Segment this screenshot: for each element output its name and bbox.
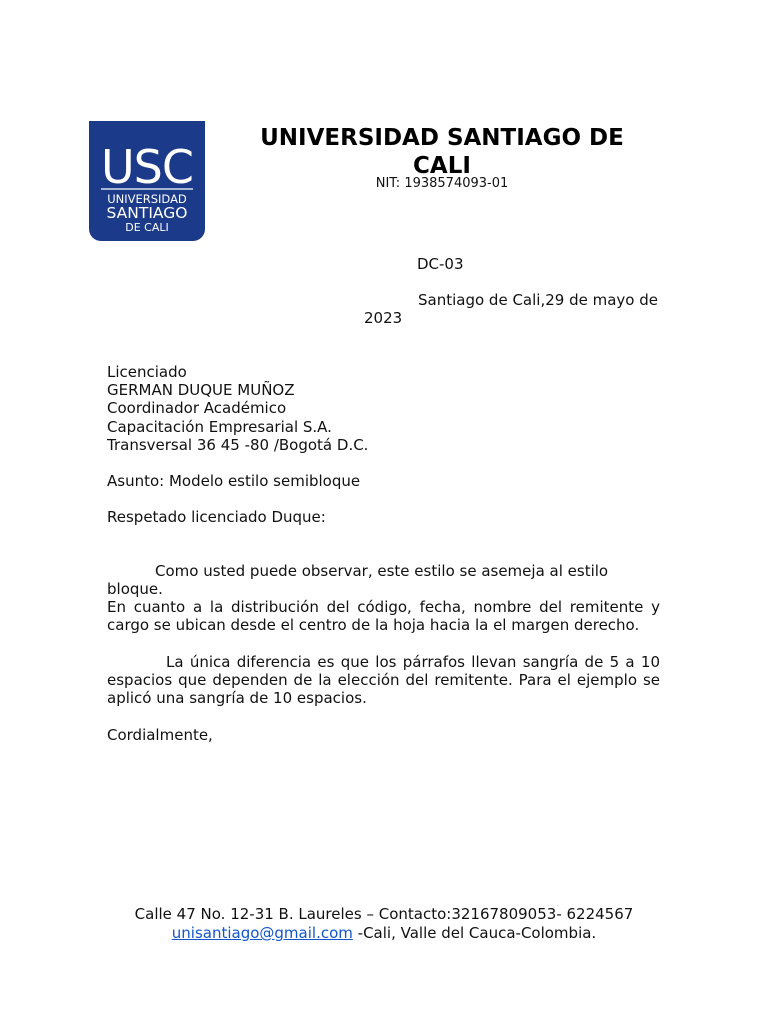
logo-abbr: USC: [101, 140, 193, 194]
logo-line1: UNIVERSIDAD: [107, 192, 187, 206]
document-code: DC-03: [417, 255, 464, 273]
paragraph-1-line1: Como usted puede observar, este estilo se asemeja al estilo: [155, 562, 609, 580]
university-title-line2: CALI: [413, 153, 471, 179]
paragraph-1: [107, 562, 660, 598]
letter-date-line2: 2023: [364, 309, 403, 328]
footer-address-line: Calle 47 No. 12-31 B. Laureles – Contacto:32167809053- 6224567: [134, 905, 634, 923]
recipient-address: Transversal 36 45 -80 /Bogotá D.C.: [107, 435, 369, 454]
letter-footer: [0, 905, 768, 943]
recipient-company: Capacitación Empresarial S.A.: [107, 417, 332, 436]
letter-date-line1: Santiago de Cali,29 de mayo de: [418, 291, 658, 309]
usc-logo: [89, 121, 205, 241]
university-title: [250, 124, 634, 180]
letter-date: [364, 291, 664, 327]
logo-line2: SANTIAGO: [106, 204, 188, 222]
recipient-position: Coordinador Académico: [107, 399, 287, 418]
letter-greeting: Respetado licenciado Duque:: [107, 508, 326, 526]
university-title-line1: UNIVERSIDAD SANTIAGO DE: [260, 125, 624, 151]
footer-email-link[interactable]: unisantiago@gmail.com: [171, 924, 353, 942]
recipient-name: GERMAN DUQUE MUÑOZ: [107, 381, 295, 400]
recipient-title: Licenciado: [107, 363, 187, 381]
nit-number: NIT: 1938574093-01: [375, 176, 509, 190]
recipient-block: [107, 363, 667, 454]
paragraph-3-indent: [107, 653, 166, 671]
paragraph-2: En cuanto a la distribución del código, fecha, nombre del remitente y cargo se ubican desde el centro de la hoja hacia la el margen derecho.: [107, 598, 660, 635]
paragraph-1-line2: bloque.: [107, 580, 163, 599]
letter-subject: Asunto: Modelo estilo semibloque: [107, 472, 361, 490]
paragraph-3: [107, 653, 660, 708]
footer-location: -Cali, Valle del Cauca-Colombia.: [352, 924, 597, 942]
logo-line3: DE CALI: [125, 221, 169, 234]
paragraph-3-text: La única diferencia es que los párrafos llevan sangría de 5 a 10 espacios que dependen de la elección del remitente. Para el ejemplo se aplicó una sangría de 10 espacios.: [107, 653, 660, 708]
letter-closing: Cordialmente,: [107, 726, 213, 744]
footer-contact-line: [0, 924, 768, 943]
